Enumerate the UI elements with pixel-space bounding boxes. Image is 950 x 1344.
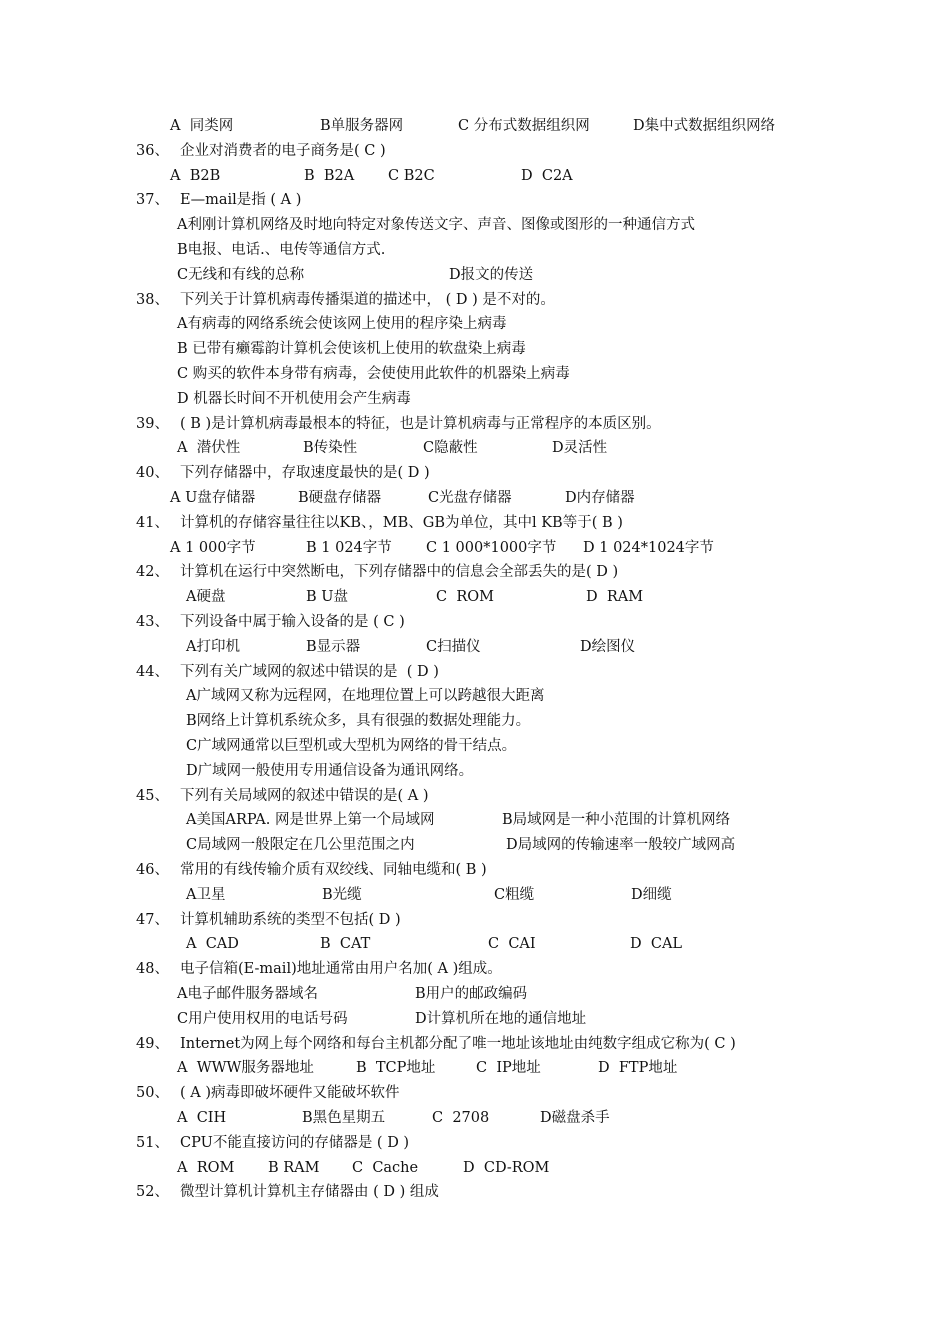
text-segment: D 机器长时间不开机使用会产生病毒 [177, 390, 411, 407]
text-line [0, 883, 950, 908]
text-line [0, 610, 950, 635]
text-line [0, 337, 950, 362]
text-line [0, 1106, 950, 1131]
text-line [0, 1056, 950, 1081]
text-line [0, 1032, 950, 1057]
answer-option: B硬盘存储器 [298, 490, 382, 506]
answer-option: A 同类网 [170, 118, 234, 134]
answer-option: C 分布式数据组织网 [458, 118, 590, 134]
question-number: 37、 [136, 192, 169, 209]
text-line [0, 908, 950, 933]
text-line [0, 833, 950, 858]
question-number: 47、 [136, 911, 169, 928]
answer-option: 计算机辅助系统的类型不包括( D ) [180, 911, 401, 928]
answer-option: 常用的有线传输介质有双绞线、同轴电缆和( B ) [180, 862, 487, 878]
text-line [0, 536, 950, 561]
text-line [0, 585, 950, 610]
text-line [0, 709, 950, 734]
text-line [0, 560, 950, 585]
text-line [0, 511, 950, 536]
answer-option: C IP地址 [476, 1060, 541, 1077]
answer-option: 计算机的存储容量往往以KB、，MB、GB为单位，其中l KB等于( B ) [180, 514, 623, 531]
question-number: 50、 [136, 1085, 169, 1102]
answer-option: B光缆 [322, 886, 362, 903]
answer-option: A 1 000字节 [170, 539, 256, 556]
text-line [0, 114, 950, 139]
question-number: 42、 [136, 564, 169, 581]
question-number: 41、 [136, 514, 169, 531]
answer-option: CPU不能直接访问的存储器是 ( D ) [180, 1134, 410, 1151]
answer-option: ( B )是计算机病毒最根本的特征，也是计算机病毒与正常程序的本质区别。 [180, 415, 661, 432]
answer-option: C光盘存储器 [428, 490, 512, 506]
answer-option: C B2C [388, 167, 435, 184]
answer-option: D计算机所在地的通信地址 [415, 1010, 587, 1027]
text-line [0, 387, 950, 412]
answer-option: D报文的传送 [449, 266, 534, 283]
text-line [0, 263, 950, 288]
answer-option: A卫星 [186, 886, 226, 903]
answer-option: C CAI [488, 936, 536, 953]
text-line [0, 932, 950, 957]
text-line [0, 139, 950, 164]
question-number: 48、 [136, 961, 169, 978]
answer-option: D细缆 [631, 886, 672, 903]
answer-option: 下列有关广域网的叙述中错误的是 ( D ) [180, 663, 439, 680]
text-line [0, 238, 950, 263]
answer-option: A硬盘 [186, 589, 226, 606]
text-segment: D广域网一般使用专用通信设备为通讯网络。 [186, 762, 474, 779]
text-line [0, 436, 950, 461]
answer-option: D局域网的传输速率一般较广域网高 [506, 837, 736, 854]
answer-option: 下列关于计算机病毒传播渠道的描述中， ( D ) 是不对的。 [180, 291, 555, 308]
text-line [0, 164, 950, 189]
text-line [0, 486, 950, 511]
answer-option: 下列存储器中，存取速度最快的是( D ) [180, 465, 430, 482]
answer-option: A CAD [186, 936, 239, 953]
answer-option: A美国ARPA. 网是世界上第一个局域网 [186, 812, 435, 829]
answer-option: D CAL [630, 936, 683, 953]
answer-option: 计算机在运行中突然断电，下列存储器中的信息会全部丢失的是( D ) [180, 564, 619, 581]
question-number: 40、 [136, 465, 169, 482]
question-number: 44、 [136, 663, 169, 680]
text-line [0, 957, 950, 982]
question-number: 46、 [136, 862, 169, 878]
answer-option: A打印机 [186, 638, 240, 655]
answer-option: 下列有关局域网的叙述中错误的是( A ) [180, 787, 429, 804]
text-segment: B电报、电话.、电传等通信方式. [177, 242, 386, 258]
answer-option: E—mail是指 ( A ) [180, 192, 302, 209]
text-segment: A广域网又称为远程网，在地理位置上可以跨越很大距离 [186, 688, 545, 705]
answer-option: B黑色星期五 [302, 1110, 386, 1126]
answer-option: B CAT [320, 936, 371, 953]
question-number: 52、 [136, 1184, 169, 1201]
answer-option: C局域网一般限定在几公里范围之内 [186, 837, 415, 854]
text-segment: B网络上计算机系统众多，具有很强的数据处理能力。 [186, 713, 531, 730]
answer-option: ( A )病毒即破坏硬件又能破坏软件 [180, 1085, 400, 1102]
question-number: 36、 [136, 142, 169, 159]
answer-option: B用户的邮政编码 [415, 986, 528, 1002]
answer-option: A U盘存储器 [170, 490, 256, 506]
answer-option: A B2B [170, 167, 221, 184]
answer-option: C隐蔽性 [423, 440, 478, 457]
question-number: 39、 [136, 415, 169, 432]
text-line [0, 312, 950, 337]
answer-option: C 1 000*1000字节 [426, 539, 557, 556]
text-segment: C 购买的软件本身带有病毒，会使使用此软件的机器染上病毒 [177, 366, 570, 382]
answer-option: B单服务器网 [320, 118, 404, 134]
question-number: 38、 [136, 291, 169, 308]
text-line [0, 808, 950, 833]
answer-option: C ROM [436, 589, 494, 606]
question-number: 49、 [136, 1035, 169, 1052]
text-line [0, 362, 950, 387]
text-line [0, 635, 950, 660]
answer-option: B显示器 [306, 638, 361, 655]
text-line [0, 759, 950, 784]
answer-option: 电子信箱(E-mail)地址通常由用户名加( A )组成。 [180, 961, 502, 978]
text-line [0, 412, 950, 437]
answer-option: D C2A [521, 167, 573, 184]
answer-option: 微型计算机计算机主存储器由 ( D ) 组成 [180, 1184, 439, 1201]
answer-option: A ROM [177, 1159, 235, 1176]
answer-option: D磁盘杀手 [540, 1110, 610, 1126]
answer-option: 企业对消费者的电子商务是( C ) [180, 142, 386, 159]
answer-option: B 1 024字节 [306, 539, 392, 556]
text-line [0, 784, 950, 809]
text-line [0, 660, 950, 685]
text-line [0, 213, 950, 238]
answer-option: B U盘 [306, 589, 348, 606]
answer-option: A 潜伏性 [177, 440, 241, 457]
text-line [0, 982, 950, 1007]
text-segment: B 已带有癞霉韵计算机会使该机上使用的软盘染上病毒 [177, 341, 526, 358]
answer-option: D RAM [586, 589, 644, 606]
question-number: 51、 [136, 1134, 169, 1151]
answer-option: B RAM [268, 1159, 320, 1176]
answer-option: C 2708 [432, 1110, 490, 1126]
text-line [0, 734, 950, 759]
answer-option: C Cache [352, 1159, 419, 1176]
question-number: 43、 [136, 614, 169, 630]
answer-option: A CIH [177, 1110, 227, 1126]
answer-option: D集中式数据组织网络 [633, 118, 776, 134]
text-line [0, 1131, 950, 1156]
answer-option: A电子邮件服务器域名 [177, 986, 318, 1002]
text-segment: A有病毒的网络系统会使该网上使用的程序染上病毒 [177, 316, 507, 333]
text-line [0, 1180, 950, 1205]
text-line [0, 1007, 950, 1032]
answer-option: 下列设备中属于输入设备的是 ( C ) [180, 614, 405, 630]
text-line [0, 1081, 950, 1106]
question-number: 45、 [136, 787, 169, 804]
answer-option: D内存储器 [565, 490, 635, 506]
text-line [0, 1156, 950, 1181]
answer-option: A WWW服务器地址 [177, 1060, 314, 1077]
answer-option: B局域网是一种小范围的计算机网络 [502, 812, 731, 829]
answer-option: D FTP地址 [598, 1060, 678, 1077]
answer-option: D 1 024*1024字节 [583, 539, 714, 556]
answer-option: C用户使用权用的电话号码 [177, 1010, 348, 1027]
answer-option: C扫描仪 [426, 638, 481, 655]
text-line [0, 461, 950, 486]
text-line [0, 858, 950, 883]
answer-option: C粗缆 [494, 886, 535, 903]
answer-option: D灵活性 [552, 440, 608, 457]
text-segment: A利刚计算机网络及时地向特定对象传送文字、声音、图像或图形的一种通信方式 [177, 217, 695, 234]
answer-option: Internet为网上每个网络和每台主机都分配了唯一地址该地址由纯数字组成它称为( C ) [180, 1035, 736, 1052]
answer-option: C无线和有线的总称 [177, 266, 305, 283]
answer-option: B B2A [304, 167, 355, 184]
text-line [0, 684, 950, 709]
text-segment: C广域网通常以巨型机或大型机为网络的骨干结点。 [186, 738, 517, 754]
answer-option: B TCP地址 [356, 1060, 436, 1077]
text-line [0, 288, 950, 313]
text-line [0, 188, 950, 213]
answer-option: B传染性 [303, 440, 358, 457]
answer-option: D CD-ROM [463, 1159, 550, 1176]
answer-option: D绘图仪 [580, 638, 636, 655]
